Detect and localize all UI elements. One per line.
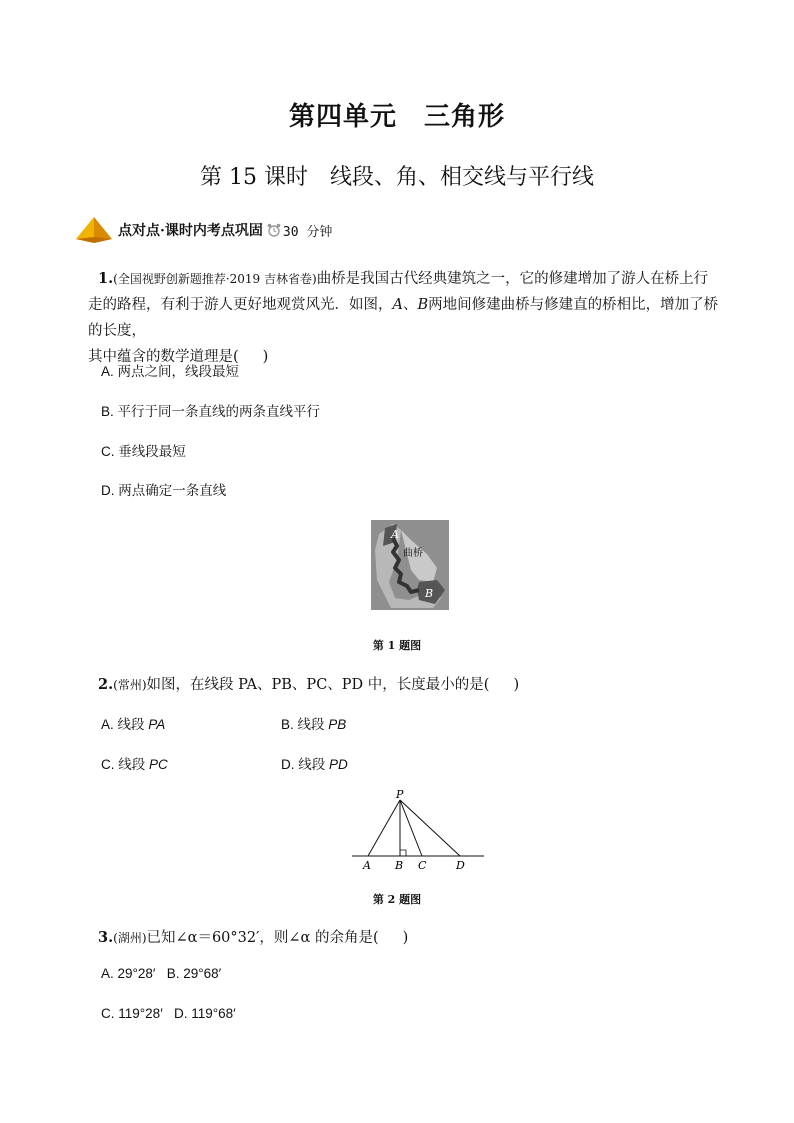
figure-1-caption: 第 1 题图 bbox=[372, 639, 422, 652]
section-header bbox=[74, 214, 332, 246]
question-text: 走的路程，有利于游人更好地观赏风光．如图， bbox=[88, 297, 393, 313]
question-source: (全国视野创新题推荐·2019 吉林省卷) bbox=[113, 272, 317, 286]
segment-pa bbox=[368, 800, 400, 856]
question-number: 1. bbox=[98, 270, 114, 287]
question-2 bbox=[98, 672, 519, 698]
option-b: B. 线段 PB bbox=[281, 717, 347, 732]
question-text: 已知∠α＝60°32′，则∠α 的余角是( bbox=[146, 930, 379, 946]
option-c: C. 线段 PC bbox=[101, 757, 168, 772]
option-b: B. 平行于同一条直线的两条直线平行 bbox=[101, 404, 321, 419]
label-d: D bbox=[456, 859, 465, 872]
option-d: D. 两点确定一条直线 bbox=[101, 483, 227, 498]
option-c: C. 垂线段最短 bbox=[101, 444, 186, 459]
segment-pc bbox=[400, 800, 422, 856]
figure-label-a: A bbox=[391, 528, 399, 541]
option-a: A. 线段 PA bbox=[101, 717, 166, 732]
question-text: 曲桥是我国古代经典建筑之一，它的修建增加了游人在桥上行 bbox=[316, 271, 709, 287]
label-a: A bbox=[363, 859, 371, 872]
question-1 bbox=[88, 266, 723, 370]
label-p: P bbox=[396, 788, 404, 801]
question-number: 3. bbox=[98, 929, 114, 946]
figure-2-caption: 第 2 题图 bbox=[372, 893, 422, 906]
point-label: A bbox=[392, 297, 403, 313]
label-c: C bbox=[418, 859, 427, 872]
question-text: 其中蕴含的数学道理是( bbox=[88, 349, 239, 365]
segment-pd bbox=[400, 800, 460, 856]
unit-title: 第四单元 三角形 bbox=[288, 102, 505, 132]
question-source: (常州) bbox=[113, 678, 147, 692]
options-row-2: C. 119°28′ D. 119°68′ bbox=[101, 1006, 236, 1021]
figure-label-bridge: 曲桥 bbox=[403, 548, 423, 559]
question-3 bbox=[98, 925, 408, 951]
label-b: B bbox=[395, 859, 404, 872]
point-label: B bbox=[417, 297, 429, 313]
section-duration: 30 分钟 bbox=[282, 224, 333, 240]
separator: 、 bbox=[402, 297, 418, 313]
alarm-clock-icon bbox=[267, 223, 281, 237]
question-text: ) bbox=[262, 349, 269, 365]
question-text: ) bbox=[513, 677, 520, 693]
option-a: A. 两点之间，线段最短 bbox=[101, 364, 240, 379]
pyramid-icon bbox=[74, 215, 114, 245]
question-text: ) bbox=[402, 930, 409, 946]
question-text: 两地间修建曲桥与修建直的桥相比，增加了桥的长度， bbox=[88, 297, 719, 339]
lesson-title: 第 15 课时 线段、角、相交线与平行线 bbox=[200, 165, 594, 190]
options-row-1: A. 29°28′ B. 29°68′ bbox=[101, 966, 222, 981]
question-text: 如图，在线段 PA、PB、PC、PD 中，长度最小的是( bbox=[146, 677, 490, 693]
question-source: (湖州) bbox=[113, 931, 147, 945]
question-number: 2. bbox=[98, 676, 114, 693]
figure-1-bridge-map bbox=[371, 520, 449, 610]
right-angle-mark bbox=[400, 850, 406, 856]
section-label: 点对点·课时内考点巩固 bbox=[118, 223, 263, 239]
option-d: D. 线段 PD bbox=[281, 757, 348, 772]
figure-2-triangle bbox=[348, 784, 488, 874]
figure-label-b: B bbox=[425, 587, 434, 600]
